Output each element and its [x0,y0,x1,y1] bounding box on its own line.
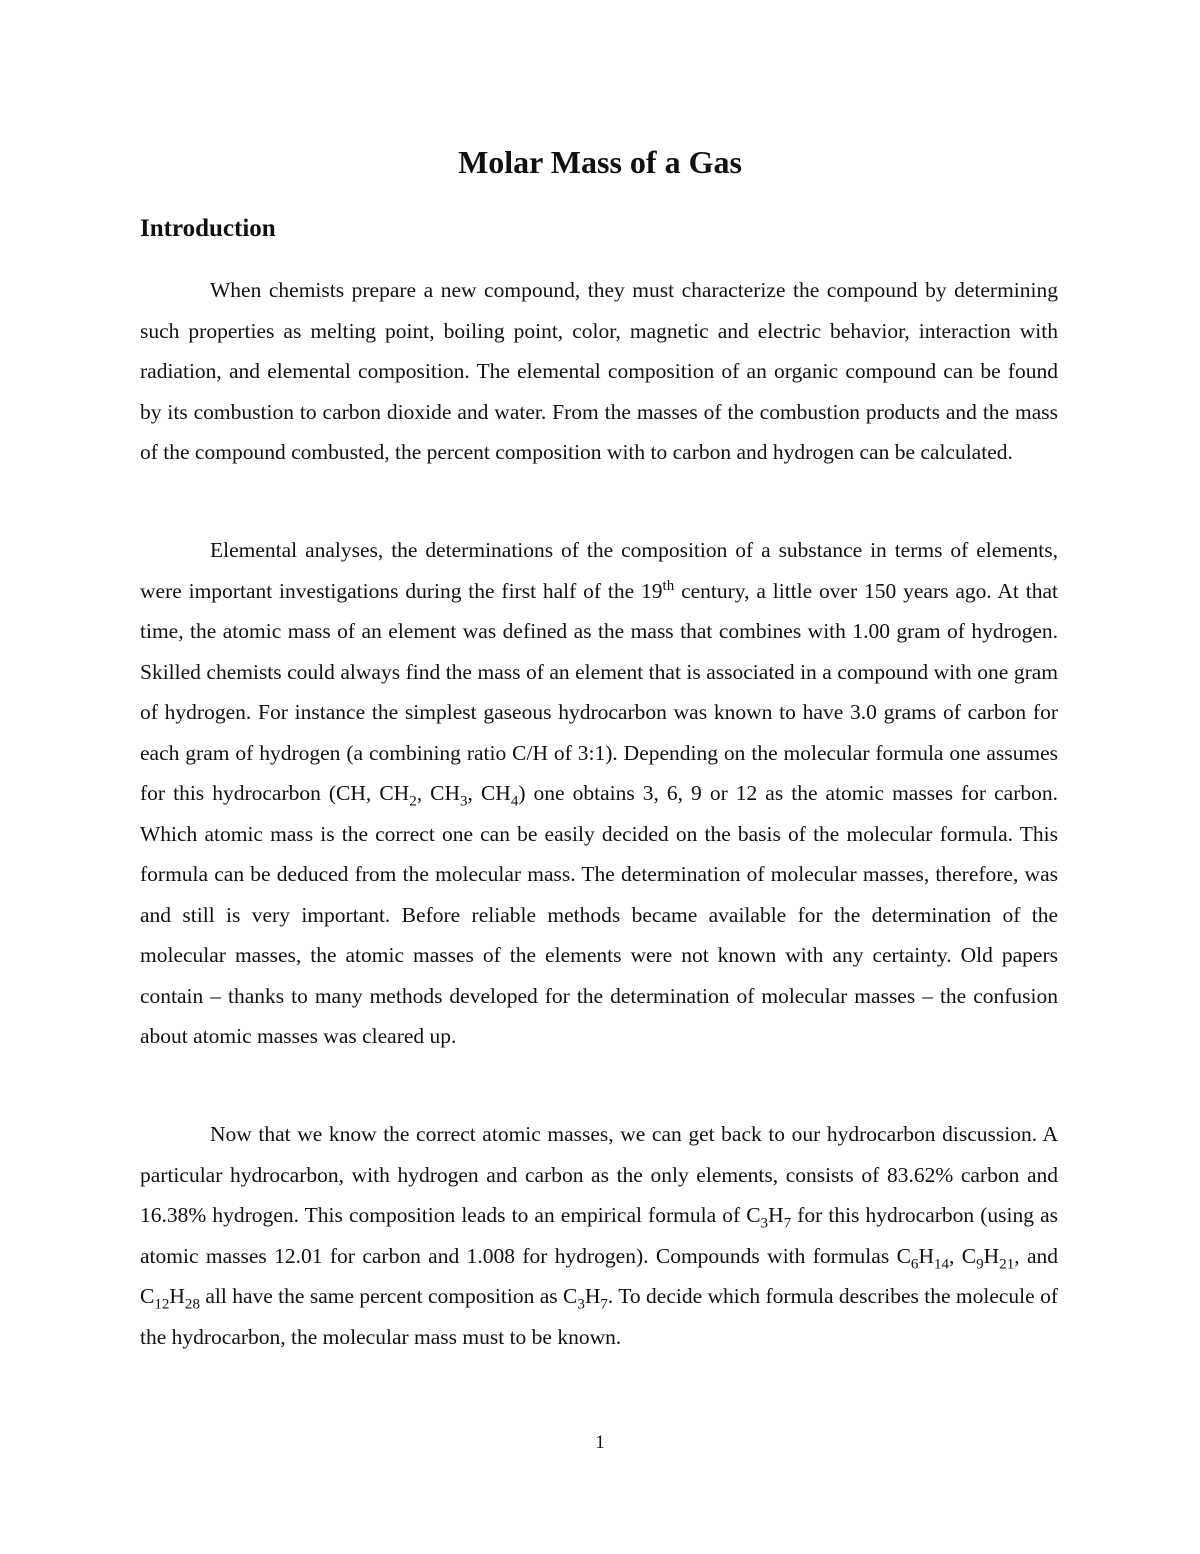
p2-text-c: ) one obtains 3, 6, 9 or 12 as the atomic masses for carbon. Which atomic mass is the correct one can be easily decided on the basis of the molecular formula. This formula can be deduced from the molecular mass. The determination of molecular masses, therefore, was and still is very important. Before reliable methods became available for the determination of the molecular masses, the atomic masses of the elements were not known with any certainty. Old papers contain – thanks to many methods developed for the determination of molecular masses – the confusion about atomic masses was cleared up. [140,781,1058,1048]
p2-text-a: Elemental analyses, the determinations of the composition of a substance in terms of elements, were important investigations during the first half of the 19 [140,538,1058,603]
formula-c6h14: $C_6H_{14}$ [896,1243,950,1272]
formula-c3h7: $C_3H_7$ [746,1203,792,1232]
paragraph-2: Elemental analyses, the determinations of the composition of a substance in terms of elements, were important investigations during the first half of the 19th century, a little over 150 years ago. At that time, the atomic mass of an element was defined as the mass that combines with 1.00 gram of hydrogen. Skilled chemists could always find the mass of an element that is associated in a compound with one gram of hydrogen. For instance the simplest gaseous hydrocarbon was known to have 3.0 grams of carbon for each gram of hydrogen (a combining ratio C/H of 3:1). Depending on the molecular formula one assumes for this hydrocarbon (CH, $CH_2$, $CH_3$, $CH_4$) one obtains 3, 6, 9 or 12 as the atomic masses for carbon. Which atomic mass is the correct one can be easily decided on the basis of the molecular formula. This formula can be deduced from the molecular mass. The determination of molecular masses, therefore, was and still is very important. Before reliable methods became available for the determination of the molecular masses, the atomic masses of the elements were not known with any certainty. Old papers contain – thanks to many methods developed for the determination of molecular masses – the confusion about atomic masses was cleared up. [140,538,1058,1048]
page-number: 1 [595,1432,605,1453]
p2-superscript: th [662,577,675,594]
document-title: Molar Mass of a Gas [458,144,742,180]
formula-c3h7-repeat: $C_3H_7$ [562,1284,608,1313]
formula-c9h21: $C_9H_{21}$ [961,1243,1015,1272]
paragraph-1: When chemists prepare a new compound, they must characterize the compound by determining such properties as melting point, boiling point, color, magnetic and electric behavior, interaction with radiation, and elemental composition. The elemental composition of an organic compound can be found by its combustion to carbon dioxide and water. From the masses of the combustion products and the mass of the compound combusted, the percent composition with to carbon and hydrogen can be calculated. [140,278,1058,464]
formula-ch3: $CH_3$ [430,781,468,810]
formula-ch2: $CH_2$ [379,781,417,810]
p3-text-d: . To decide which formula describes the molecule of the hydrocarbon, the molecular mass must to be known. [140,1284,1058,1349]
p3-text-a: Now that we know the correct atomic masses, we can get back to our hydrocarbon discussion. A particular hydrocarbon, with hydrogen and carbon as the only elements, consists of 83.62% carbon and 16.38% hydrogen. This composition leads to an empirical formula of [140,1122,1058,1227]
section-heading-introduction: Introduction [140,215,276,242]
p3-text-b: for this hydrocarbon (using as atomic masses 12.01 for carbon and 1.008 for hydrogen). Compounds with formulas [140,1203,1058,1268]
p3-text-c: all have the same percent composition as [199,1284,563,1308]
formula-c12h28: $C_{12}H_{28}$ [140,1284,200,1313]
p2-text-b: century, a little over 150 years ago. At that time, the atomic mass of an element was defined as the mass that combines with 1.00 gram of hydrogen. Skilled chemists could always find the mass of an element that is associated in a compound with one gram of hydrogen. For instance the simplest gaseous hydrocarbon was known to have 3.0 grams of carbon for each gram of hydrogen (a combining ratio C/H of 3:1). Depending on the molecular formula one assumes for this hydrocarbon (CH, [140,578,1058,805]
paragraph-3: Now that we know the correct atomic masses, we can get back to our hydrocarbon discussion. A particular hydrocarbon, with hydrogen and carbon as the only elements, consists of 83.62% carbon and 16.38% hydrogen. This composition leads to an empirical formula of $C_3H_7$ for this hydrocarbon (using as atomic masses 12.01 for carbon and 1.008 for hydrogen). Compounds with formulas $C_6H_{14}$, $C_9H_{21}$, and $C_{12}H_{28}$ all have the same percent composition as $C_3H_7$. To decide which formula describes the molecule of the hydrocarbon, the molecular mass must to be known. [140,1122,1059,1349]
formula-ch4: $CH_4$ [480,781,519,810]
